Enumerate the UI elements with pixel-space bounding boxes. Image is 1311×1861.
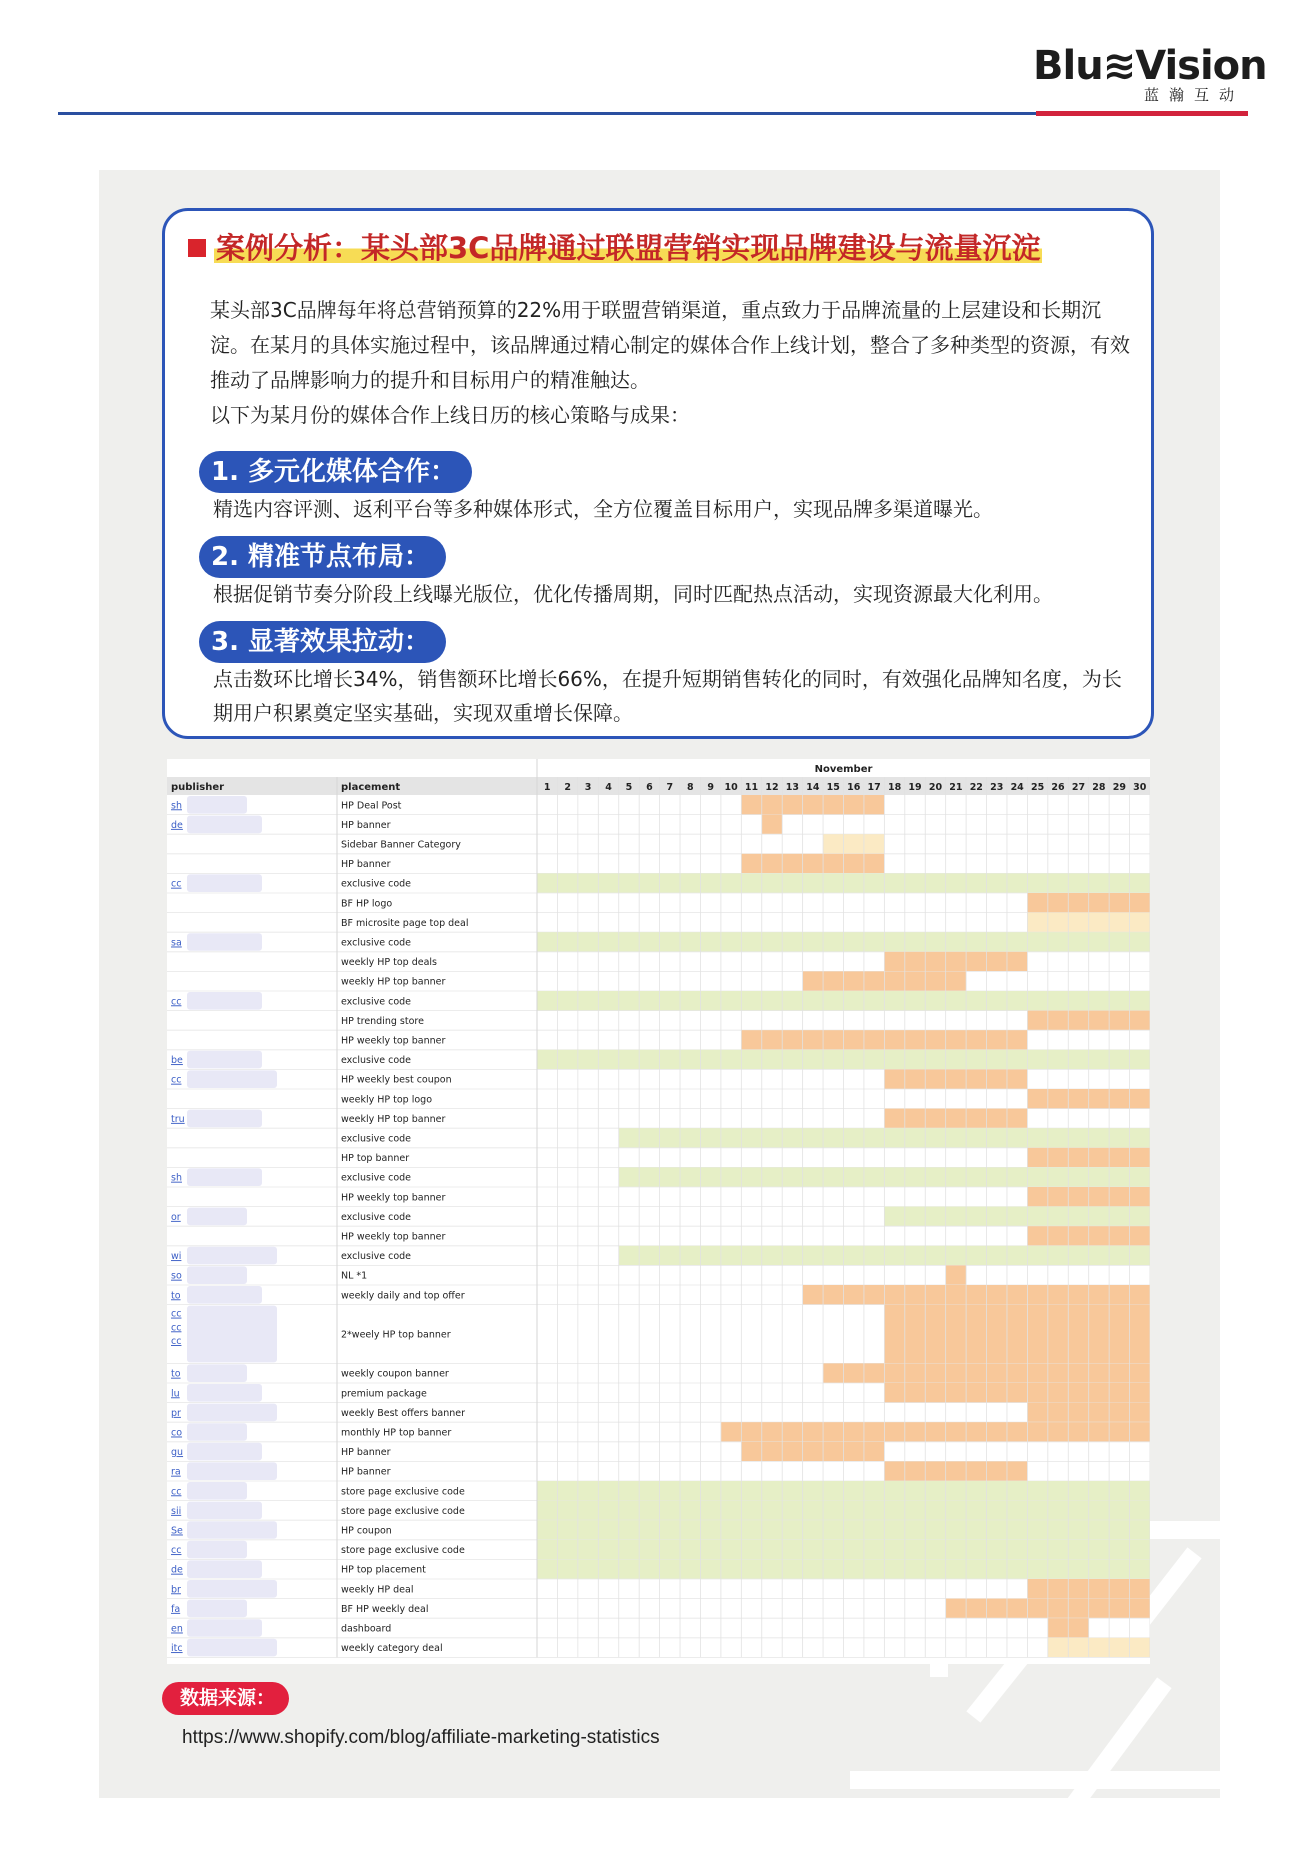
logo-subtext: 蓝瀚互动 — [1143, 86, 1244, 104]
placement-label: store page exclusive code — [341, 1545, 465, 1557]
placement-label: store page exclusive code — [341, 1505, 465, 1517]
blurred-publisher — [187, 1051, 262, 1069]
blurred-publisher — [187, 1404, 277, 1422]
blurred-publisher — [187, 1208, 247, 1226]
point-1-heading: 1. 多元化媒体合作： — [199, 451, 472, 493]
publisher-link: to — [171, 1290, 181, 1302]
day-header: 22 — [969, 782, 983, 793]
publisher-link: cc — [171, 1074, 182, 1086]
publisher-link: cc — [171, 996, 182, 1008]
placement-label: exclusive code — [341, 878, 412, 890]
publisher-link: de — [171, 819, 183, 831]
day-header: 5 — [625, 782, 633, 793]
placement-label: weekly coupon banner — [341, 1368, 449, 1380]
publisher-link: cc — [171, 1486, 182, 1498]
blurred-publisher — [187, 874, 262, 892]
blurred-publisher — [187, 1502, 262, 1520]
publisher-link: cc — [171, 878, 182, 890]
publisher-link: Se — [171, 1525, 183, 1537]
publisher-link: ra — [171, 1466, 181, 1478]
source-label: 数据来源： — [162, 1682, 289, 1715]
day-header: 30 — [1133, 782, 1147, 793]
blurred-publisher — [187, 1070, 277, 1088]
day-header: 13 — [785, 782, 800, 793]
schedule-bar — [884, 1383, 1150, 1403]
schedule-bar — [884, 1461, 1027, 1481]
placement-label: HP banner — [341, 819, 391, 831]
brand-logo — [1033, 43, 1267, 114]
blurred-publisher — [187, 1306, 277, 1363]
placement-label: HP trending store — [341, 1015, 424, 1027]
publisher-link: cc — [171, 1545, 182, 1557]
publisher-link: fa — [171, 1603, 181, 1615]
day-header: 28 — [1092, 782, 1106, 793]
placement-label: HP coupon — [341, 1525, 392, 1537]
publisher-link: br — [171, 1584, 181, 1596]
schedule-bar — [1048, 1638, 1150, 1658]
day-header: 25 — [1030, 782, 1045, 793]
publisher-column-header: publisher — [171, 782, 225, 793]
publisher-link: itc — [171, 1643, 183, 1655]
publisher-link: sh — [171, 1172, 182, 1184]
day-header: 21 — [949, 782, 963, 793]
publisher-link: gu — [171, 1447, 184, 1459]
day-header: 29 — [1112, 782, 1126, 793]
placement-label: exclusive code — [341, 937, 412, 949]
day-header: 26 — [1051, 782, 1065, 793]
blurred-publisher — [187, 1364, 247, 1382]
day-header: 9 — [707, 782, 714, 793]
schedule-bar — [823, 834, 884, 854]
card-title: 案例分析：某头部3C品牌通过联盟营销实现品牌建设与流量沉淀 — [216, 231, 1041, 265]
blurred-publisher — [187, 933, 262, 951]
placement-label: HP top placement — [341, 1564, 426, 1576]
placement-label: HP weekly best coupon — [341, 1074, 452, 1086]
point-2-text: 根据促销节奏分阶段上线曝光版位，优化传播周期，同时匹配热点活动，实现资源最大化利用。 — [213, 582, 1053, 606]
placement-label: BF HP logo — [341, 898, 393, 910]
publisher-link: tru — [171, 1113, 185, 1125]
publisher-link: lu — [171, 1388, 180, 1400]
card-title-row — [188, 230, 1042, 266]
source-url: https://www.shopify.com/blog/affiliate-marketing-statistics — [182, 1727, 660, 1748]
placement-label: BF HP weekly deal — [341, 1603, 429, 1615]
publisher-link: to — [171, 1368, 181, 1380]
placement-label: HP top banner — [341, 1153, 410, 1165]
day-header: 23 — [990, 782, 1004, 793]
placement-label: monthly HP top banner — [341, 1427, 452, 1439]
publisher-link: wi — [171, 1251, 182, 1263]
day-header: 27 — [1071, 782, 1086, 793]
publisher-link: co — [171, 1427, 183, 1439]
placement-label: exclusive code — [341, 1133, 412, 1145]
blurred-publisher — [187, 796, 247, 814]
schedule-bar — [884, 952, 1027, 972]
placement-label: HP banner — [341, 859, 391, 871]
publisher-link: cc — [171, 1322, 182, 1334]
schedule-bar — [741, 795, 884, 815]
schedule-bar — [884, 1069, 1027, 1089]
day-header: 1 — [543, 782, 551, 793]
publisher-link: sa — [171, 937, 182, 949]
day-header: 20 — [928, 782, 943, 793]
publisher-link: sii — [171, 1505, 182, 1517]
publisher-link: so — [171, 1270, 182, 1282]
point-3-heading: 3. 显著效果拉动： — [199, 621, 446, 663]
publisher-link: sh — [171, 800, 182, 812]
point-2-heading: 2. 精准节点布局： — [199, 536, 446, 578]
schedule-bar — [741, 1442, 884, 1462]
day-header: 7 — [666, 782, 674, 793]
calendar-header-bg — [167, 759, 1150, 777]
blurred-publisher — [187, 1423, 247, 1441]
placement-label: NL *1 — [341, 1270, 368, 1282]
day-header: 18 — [887, 782, 902, 793]
schedule-bar — [884, 1305, 1150, 1364]
blurred-publisher — [187, 1286, 262, 1304]
calendar-grid — [167, 759, 1150, 1664]
placement-label: dashboard — [341, 1623, 392, 1635]
bullet-square-icon — [188, 239, 206, 257]
day-header: 19 — [908, 782, 922, 793]
blurred-publisher — [187, 1266, 247, 1284]
day-header: 11 — [744, 782, 759, 793]
placement-label: HP weekly top banner — [341, 1192, 446, 1204]
blurred-publisher — [187, 1600, 247, 1618]
day-header: 15 — [826, 782, 840, 793]
day-header: 16 — [847, 782, 861, 793]
placement-label: weekly HP top banner — [341, 1113, 446, 1125]
blurred-publisher — [187, 992, 262, 1010]
schedule-bar — [721, 1422, 1150, 1442]
blurred-publisher — [187, 1580, 277, 1598]
blurred-publisher — [187, 1541, 247, 1559]
day-header: 4 — [605, 782, 612, 793]
intro-text — [210, 293, 1135, 433]
placement-label: BF microsite page top deal — [341, 917, 469, 929]
day-header: 24 — [1010, 782, 1024, 793]
intro-paragraph: 某头部3C品牌每年将总营销预算的22%用于联盟营销渠道，重点致力于品牌流量的上层建设和长期沉淀。在某月的具体实施过程中，该品牌通过精心制定的媒体合作上线计划，整合了多种类型的资源，有效推动了品牌影响力的提升和目标用户的精准触达。 — [210, 298, 1130, 392]
logo-text: Blu≋Vision — [1033, 43, 1267, 89]
blurred-publisher — [187, 1521, 277, 1539]
placement-label: weekly daily and top offer — [341, 1290, 465, 1302]
content-panel — [99, 170, 1220, 1798]
publisher-link: be — [171, 1055, 183, 1067]
day-header: 8 — [686, 782, 694, 793]
blurred-publisher — [187, 1384, 262, 1402]
day-header: 10 — [724, 782, 738, 793]
placement-label: weekly Best offers banner — [341, 1407, 466, 1419]
placement-label: weekly category deal — [341, 1643, 443, 1655]
publisher-link: de — [171, 1564, 183, 1576]
blurred-publisher — [187, 1110, 262, 1128]
schedule-bar — [762, 815, 782, 835]
day-header: 14 — [806, 782, 820, 793]
schedule-bar — [803, 1285, 1150, 1305]
schedule-bar — [884, 1109, 1027, 1129]
placement-label: 2*weely HP top banner — [341, 1329, 451, 1341]
placement-label: HP Deal Post — [341, 800, 402, 812]
publisher-link: or — [171, 1211, 181, 1223]
placement-label: exclusive code — [341, 1251, 412, 1263]
blurred-publisher — [187, 1560, 262, 1578]
publisher-link: cc — [171, 1336, 182, 1348]
placement-label: weekly HP top logo — [341, 1094, 433, 1106]
placement-label: premium package — [341, 1388, 427, 1400]
blurred-publisher — [187, 1619, 262, 1637]
publisher-link: pr — [171, 1407, 181, 1419]
day-header: 2 — [564, 782, 571, 793]
placement-column-header: placement — [341, 782, 401, 793]
blurred-publisher — [187, 1168, 262, 1186]
publisher-link: en — [171, 1623, 183, 1635]
day-header: 3 — [584, 782, 592, 793]
point-3-text: 点击数环比增长34%，销售额环比增长66%，在提升短期销售转化的同时，有效强化品牌知名度，为长期用户积累奠定坚实基础，实现双重增长保障。 — [213, 667, 1122, 725]
schedule-bar — [884, 1207, 1150, 1227]
media-calendar — [167, 759, 1150, 1664]
day-header: 12 — [765, 782, 779, 793]
placement-label: weekly HP top banner — [341, 976, 446, 988]
blurred-publisher — [187, 1462, 277, 1480]
placement-label: HP banner — [341, 1466, 391, 1478]
placement-label: HP weekly top banner — [341, 1231, 446, 1243]
case-study-card — [162, 208, 1154, 739]
header-accent-rule — [1036, 111, 1248, 116]
blurred-publisher — [187, 1247, 277, 1265]
blurred-publisher — [187, 816, 262, 834]
day-header: 6 — [646, 782, 653, 793]
schedule-bar — [946, 1265, 966, 1285]
placement-label: exclusive code — [341, 996, 412, 1008]
placement-label: exclusive code — [341, 1055, 412, 1067]
placement-label: HP weekly top banner — [341, 1035, 446, 1047]
placement-label: weekly HP deal — [341, 1584, 414, 1596]
placement-label: exclusive code — [341, 1211, 412, 1223]
point-1-text: 精选内容评测、返利平台等多种媒体形式，全方位覆盖目标用户，实现品牌多渠道曝光。 — [213, 497, 993, 521]
placement-label: HP banner — [341, 1447, 391, 1459]
publisher-link: cc — [171, 1308, 182, 1320]
blurred-publisher — [187, 1639, 277, 1657]
schedule-bar — [741, 854, 884, 874]
intro-paragraph: 以下为某月份的媒体合作上线日历的核心策略与成果： — [210, 403, 690, 427]
day-header: 17 — [867, 782, 881, 793]
placement-label: exclusive code — [341, 1172, 412, 1184]
placement-label: Sidebar Banner Category — [341, 839, 461, 851]
blurred-publisher — [187, 1482, 247, 1500]
placement-label: weekly HP top deals — [341, 957, 438, 969]
blurred-publisher — [187, 1443, 262, 1461]
month-label: November — [814, 764, 873, 775]
placement-label: store page exclusive code — [341, 1486, 465, 1498]
